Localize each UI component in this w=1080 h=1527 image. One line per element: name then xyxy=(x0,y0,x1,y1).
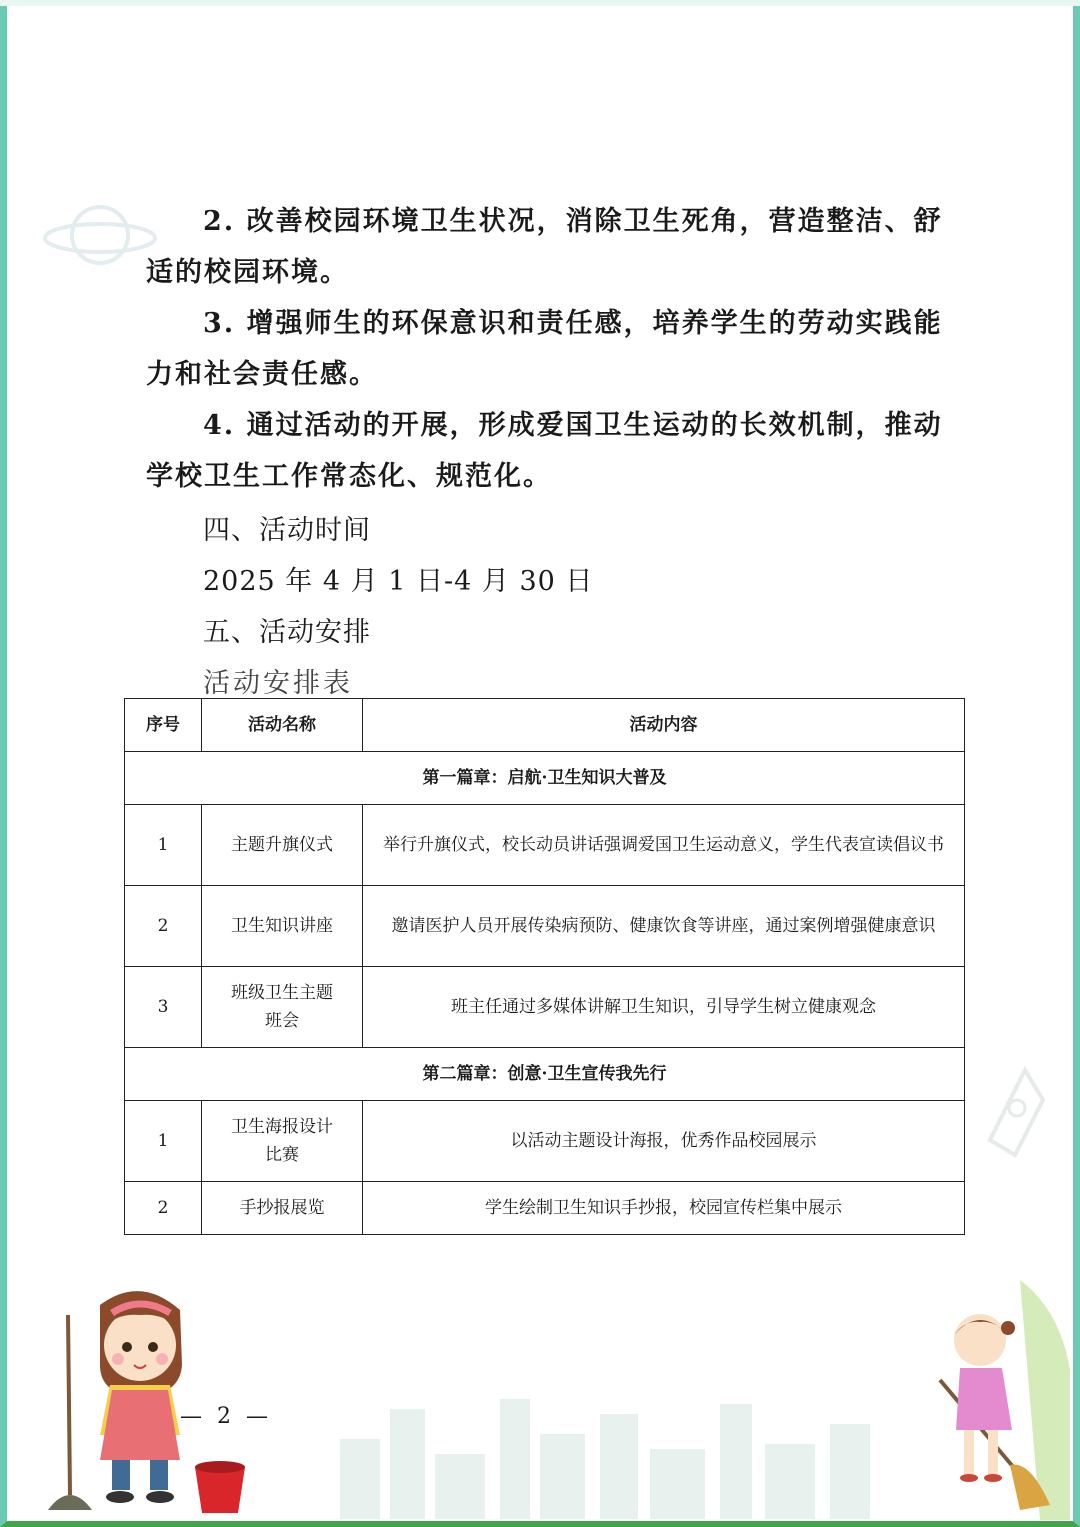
cell-name: 卫生海报设计比赛 xyxy=(202,1101,363,1182)
section-heading-arrangement: 五、活动安排 xyxy=(203,617,371,648)
table-row xyxy=(125,967,965,1048)
header-content: 活动内容 xyxy=(363,699,965,752)
cell-name: 手抄报展览 xyxy=(202,1182,363,1235)
table-header-row xyxy=(125,699,965,752)
cell-name: 主题升旗仪式 xyxy=(202,805,363,886)
cell-no: 1 xyxy=(125,805,202,886)
section-heading-time: 四、活动时间 xyxy=(203,515,371,546)
cell-content: 举行升旗仪式，校长动员讲话强调爱国卫生运动意义，学生代表宣读倡议书 xyxy=(363,805,965,886)
chapter-title: 第一篇章：启航·卫生知识大普及 xyxy=(125,752,965,805)
table-row xyxy=(125,1101,965,1182)
cell-content: 以活动主题设计海报，优秀作品校园展示 xyxy=(363,1101,965,1182)
cell-content: 邀请医护人员开展传染病预防、健康饮食等讲座，通过案例增强健康意识 xyxy=(363,886,965,967)
girl-with-mop-illustration xyxy=(30,1285,260,1520)
header-name: 活动名称 xyxy=(202,699,363,752)
table-row xyxy=(125,886,965,967)
cell-content: 学生绘制卫生知识手抄报，校园宣传栏集中展示 xyxy=(363,1182,965,1235)
cell-name: 卫生知识讲座 xyxy=(202,886,363,967)
cell-name: 班级卫生主题班会 xyxy=(202,967,363,1048)
goal-paragraph-2: 2. 改善校园环境卫生状况，消除卫生死角，营造整洁、舒适的校园环境。 xyxy=(146,206,943,288)
city-skyline xyxy=(330,1379,890,1519)
planet-doodle xyxy=(40,190,160,280)
rocket-doodle xyxy=(955,1060,1055,1190)
header-no: 序号 xyxy=(125,699,202,752)
goal-paragraph-4: 4. 通过活动的开展，形成爱国卫生运动的长效机制，推动学校卫生工作常态化、规范化。 xyxy=(146,410,943,492)
table-row xyxy=(125,1182,965,1235)
cell-content: 班主任通过多媒体讲解卫生知识，引导学生树立健康观念 xyxy=(363,967,965,1048)
cell-no: 2 xyxy=(125,886,202,967)
chapter-row xyxy=(125,1048,965,1101)
activity-date: 2025 年 4 月 1 日-4 月 30 日 xyxy=(203,566,594,597)
chapter-row xyxy=(125,752,965,805)
page-number: — 2 — xyxy=(180,1404,272,1429)
table-title: 活动安排表 xyxy=(203,668,353,699)
cell-no: 3 xyxy=(125,967,202,1048)
table-row xyxy=(125,805,965,886)
page-top-band xyxy=(0,0,1080,6)
chapter-title: 第二篇章：创意·卫生宣传我先行 xyxy=(125,1048,965,1101)
schedule-table xyxy=(124,698,965,1235)
goal-paragraph-3: 3. 增强师生的环保意识和责任感，培养学生的劳动实践能力和社会责任感。 xyxy=(146,308,943,390)
cell-no: 1 xyxy=(125,1101,202,1182)
girl-sweeping-illustration xyxy=(900,1280,1070,1520)
cell-no: 2 xyxy=(125,1182,202,1235)
